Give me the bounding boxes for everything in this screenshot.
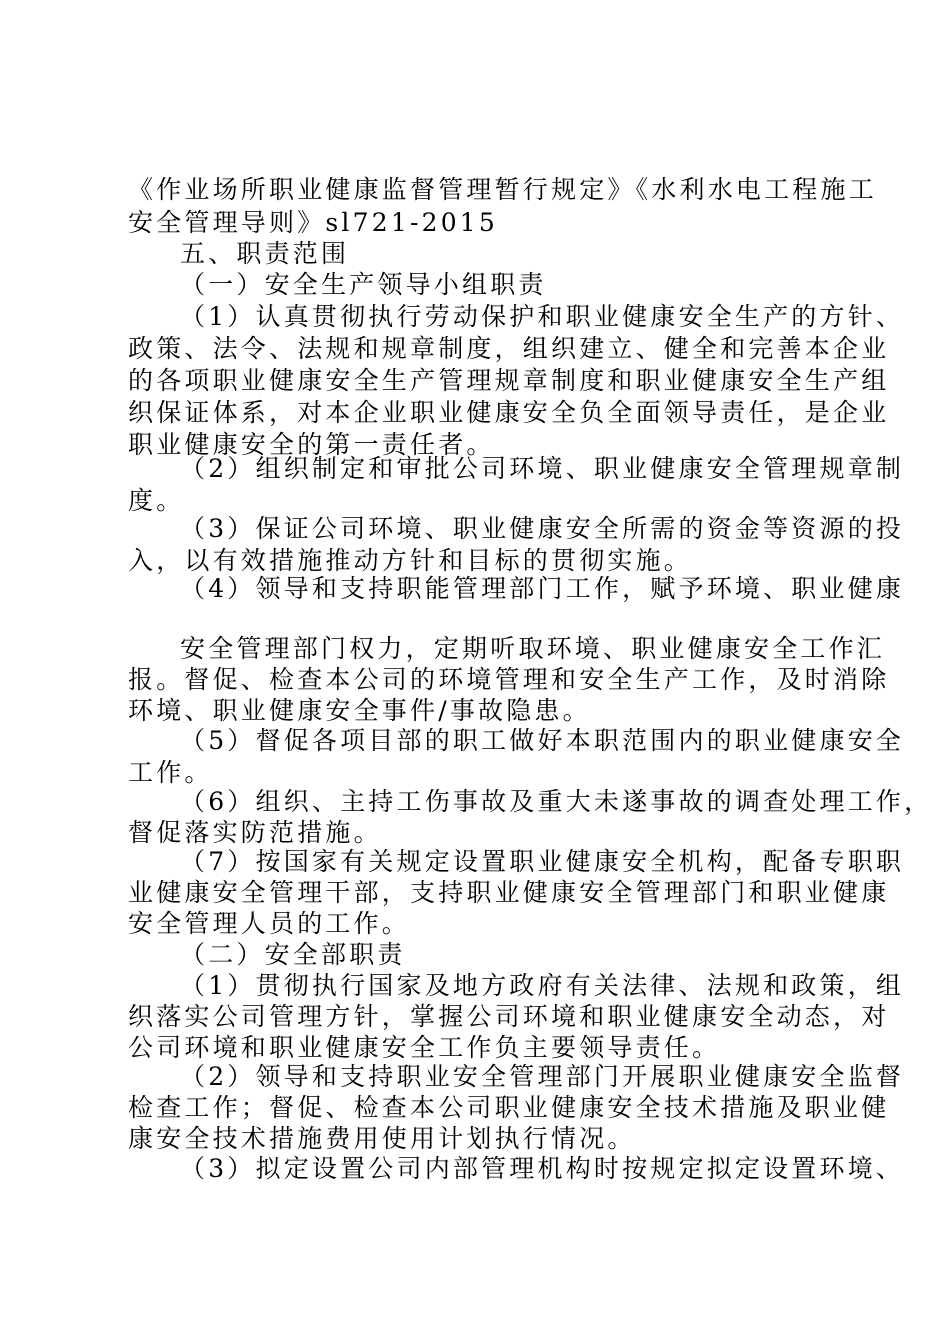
text-line: 度。 (128, 486, 185, 515)
section-heading: 五、职责范围 (180, 239, 350, 268)
text-line: （1）贯彻执行国家及地方政府有关法律、法规和政策，组 (180, 971, 905, 1000)
text-line: （5）督促各项目部的职工做好本职范围内的职业健康安全 (180, 726, 905, 755)
text-line: （2）领导和支持职业安全管理部门开展职业健康安全监督 (180, 1062, 905, 1091)
text-line: 织保证体系，对本企业职业健康安全负全面领导责任，是企业 (128, 398, 890, 427)
text-line: 检查工作；督促、检查本公司职业健康安全技术措施及职业健 (128, 1093, 890, 1122)
text-line: （2）组织制定和审批公司环境、职业健康安全管理规章制 (180, 454, 905, 483)
text-line: 安全管理导则》sl721-2015 (128, 208, 499, 237)
text-line: （4）领导和支持职能管理部门工作，赋予环境、职业健康 (180, 574, 905, 603)
text-line: 督促落实防范措施。 (128, 818, 382, 847)
text-line: 工作。 (128, 758, 213, 787)
text-line: 康安全技术措施费用使用计划执行情况。 (128, 1124, 636, 1153)
text-line: （3）拟定设置公司内部管理机构时按规定拟定设置环境、 (180, 1154, 905, 1183)
text-line: 安全管理部门权力，定期听取环境、职业健康安全工作汇 (180, 634, 886, 663)
text-line: 职业健康安全的第一责任者。 (128, 430, 495, 459)
text-line: 政策、法令、法规和规章制度，组织建立、健全和完善本企业 (128, 334, 890, 363)
subsection-heading: （一）安全生产领导小组职责 (180, 270, 547, 299)
text-line: （3）保证公司环境、职业健康安全所需的资金等资源的投 (180, 514, 905, 543)
text-line: （6）组织、主持工伤事故及重大未遂事故的调查处理工作， (180, 787, 933, 816)
subsection-heading: （二）安全部职责 (180, 940, 406, 969)
text-line: 的各项职业健康安全生产管理规章制度和职业健康安全生产组 (128, 366, 890, 395)
text-line: 《作业场所职业健康监督管理暂行规定》《水利水电工程施工 (128, 175, 877, 204)
text-line: 织落实公司管理方针，掌握公司环境和职业健康安全动态，对 (128, 1002, 890, 1031)
text-line: 环境、职业健康安全事件/事故隐患。 (128, 696, 591, 725)
text-line: 公司环境和职业健康安全工作负主要领导责任。 (128, 1033, 721, 1062)
text-line: （1）认真贯彻执行劳动保护和职业健康安全生产的方针、 (180, 302, 905, 331)
text-line: （7）按国家有关规定设置职业健康安全机构，配备专职职 (180, 847, 905, 876)
text-line: 报。督促、检查本公司的环境管理和安全生产工作，及时消除 (128, 665, 890, 694)
text-line: 入，以有效措施推动方针和目标的贯彻实施。 (128, 546, 693, 575)
text-line: 业健康安全管理干部，支持职业健康安全管理部门和职业健康 (128, 878, 890, 907)
text-line: 安全管理人员的工作。 (128, 909, 411, 938)
